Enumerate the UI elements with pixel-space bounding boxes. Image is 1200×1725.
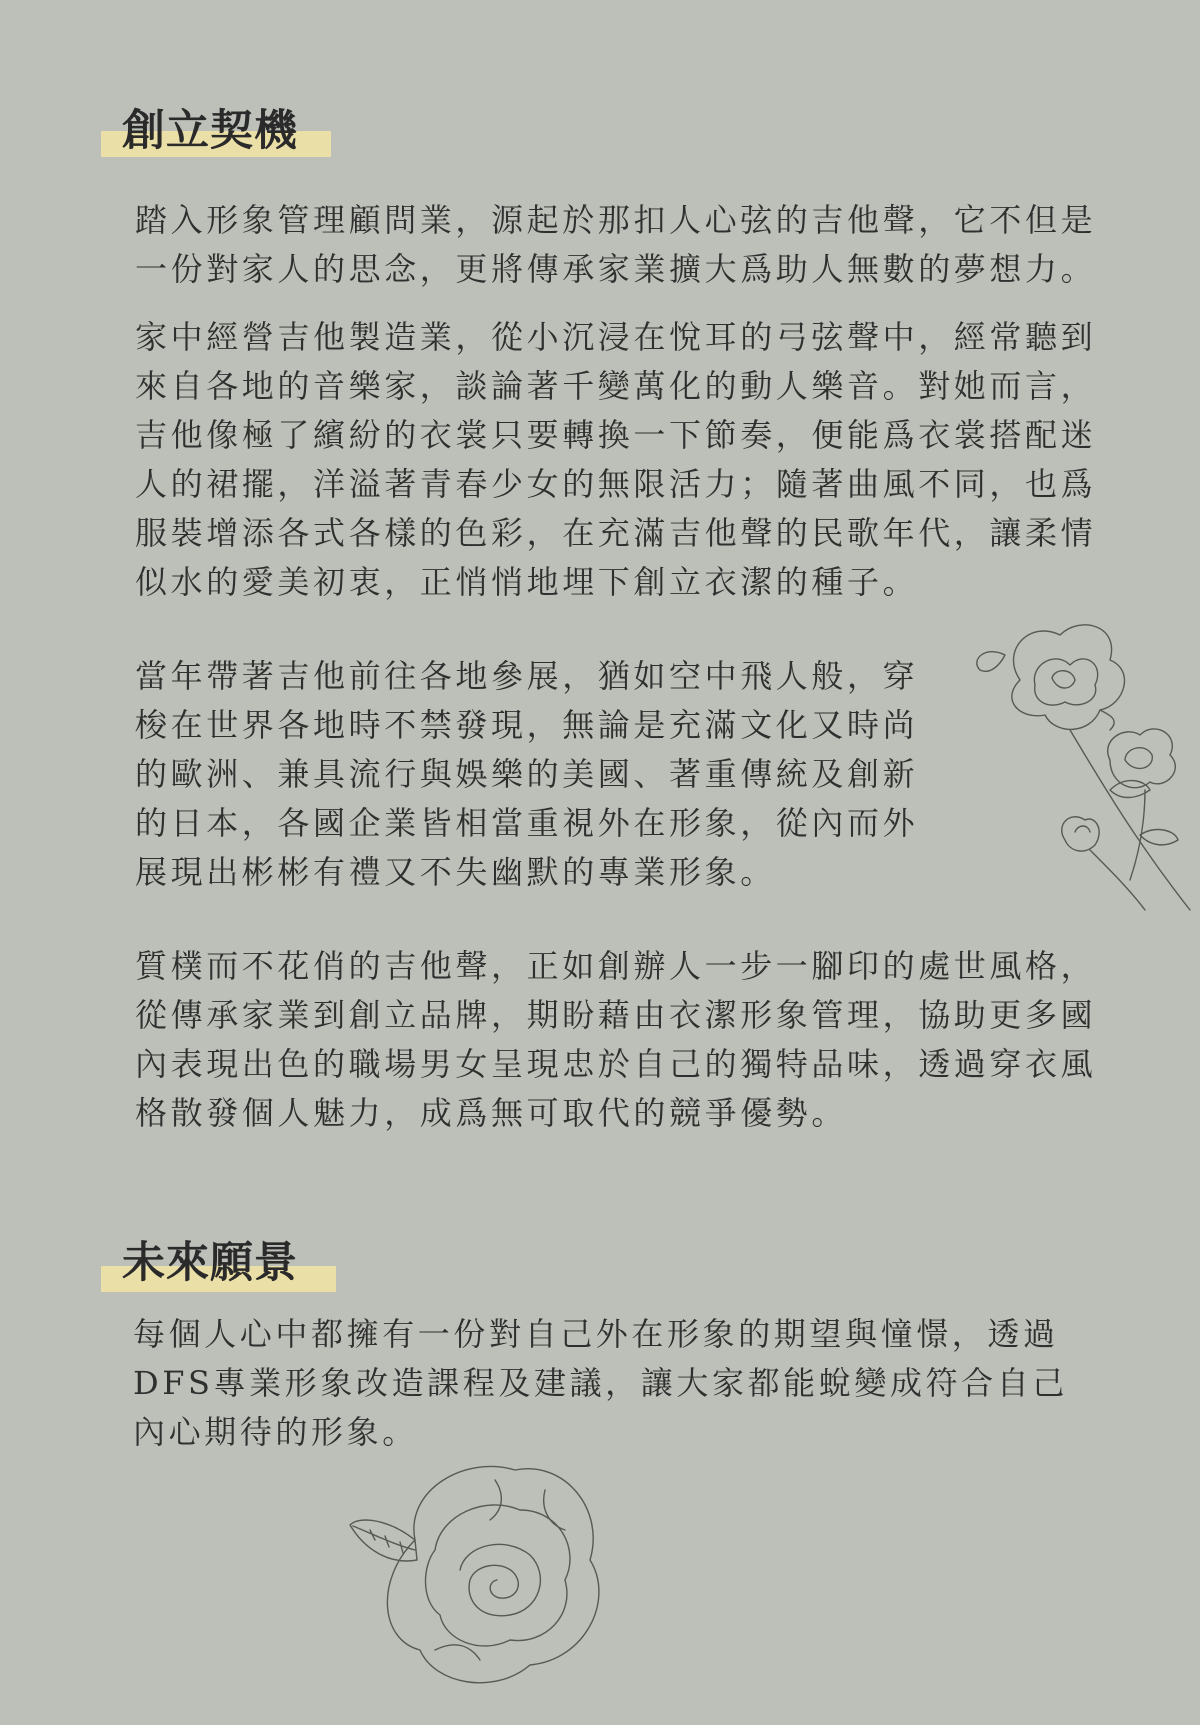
vision-paragraph: 每個人心中都擁有一份對自己外在形象的期望與憧憬，透過DFS專業形象改造課程及建議，讓大家都能蛻變成符合自己內心期待的形象。: [133, 1315, 1068, 1451]
origin-paragraph-2: 家中經營吉他製造業，從小沉浸在悅耳的弓弦聲中，經常聽到來自各地的音樂家，談論著千變萬化的動人樂音。對她而言，吉他像極了繽紛的衣裳只要轉換一下節奏，便能爲衣裳搭配迷人的裙擺，洋溢著青春少女的無限活力；隨著曲風不同，也爲服裝增添各式各樣的色彩，在充滿吉他聲的民歌年代，讓柔情似水的愛美初衷，正悄悄地埋下創立衣潔的種子。: [135, 318, 1097, 601]
rose-icon: [345, 1450, 620, 1695]
flower-sprig-icon: [960, 610, 1200, 930]
origin-paragraph-1: 踏入形象管理顧問業，源起於那扣人心弦的吉他聲，它不但是一份對家人的思念，更將傳承家業擴大爲助人無數的夢想力。: [135, 201, 1097, 288]
origin-paragraph-3: 當年帶著吉他前往各地參展，猶如空中飛人般，穿梭在世界各地時不禁發現，無論是充滿文化又時尚的歐洲、兼具流行與娛樂的美國、著重傳統及創新的日本，各國企業皆相當重視外在形象，從內而外展現出彬彬有禮又不失幽默的專業形象。: [135, 657, 919, 891]
section-title-vision: 未來願景: [122, 1238, 298, 1288]
section-title-origin: 創立契機: [122, 106, 298, 156]
origin-paragraph-4: 質樸而不花俏的吉他聲，正如創辦人一步一腳印的處世風格，從傳承家業到創立品牌，期盼藉由衣潔形象管理，協助更多國內表現出色的職場男女呈現忠於自己的獨特品味，透過穿衣風格散發個人魅力，成爲無可取代的競爭優勢。: [135, 947, 1097, 1132]
